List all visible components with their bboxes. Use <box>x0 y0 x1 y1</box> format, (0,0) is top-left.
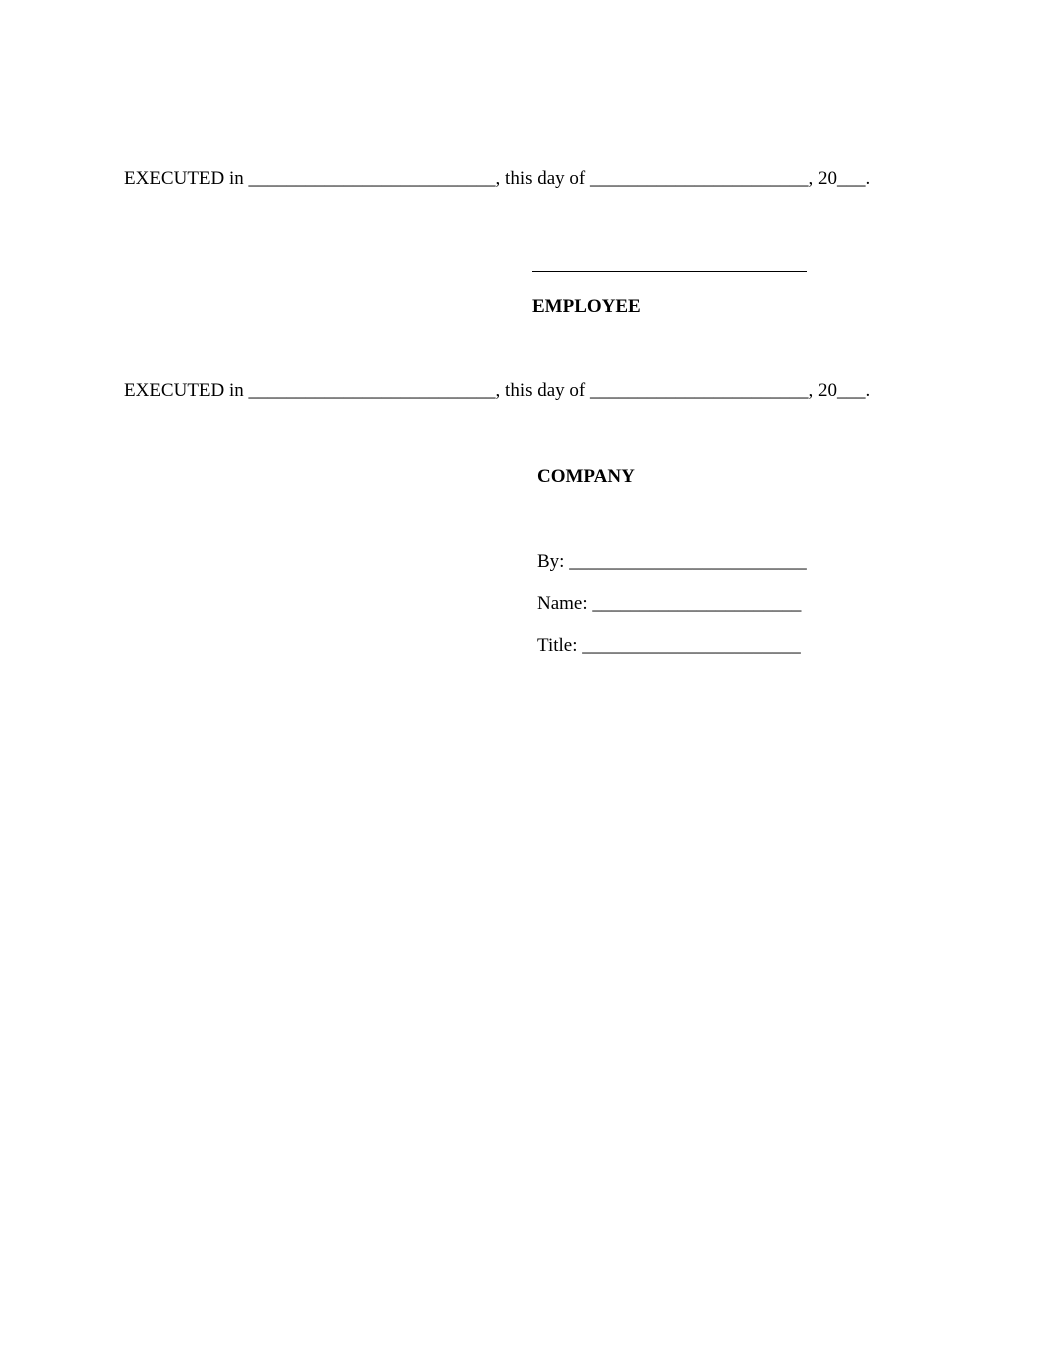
company-title-line: Title: _______________________ <box>537 635 801 656</box>
employee-label: EMPLOYEE <box>532 296 641 317</box>
employee-executed-line: EXECUTED in __________________________, this day of _______________________, 20___. <box>124 168 871 189</box>
employee-signature-line <box>532 271 807 272</box>
company-label: COMPANY <box>537 466 635 487</box>
company-executed-line: EXECUTED in __________________________, this day of _______________________, 20___. <box>124 380 871 401</box>
company-name-line: Name: ______________________ <box>537 593 802 614</box>
company-by-line: By: _________________________ <box>537 551 807 572</box>
